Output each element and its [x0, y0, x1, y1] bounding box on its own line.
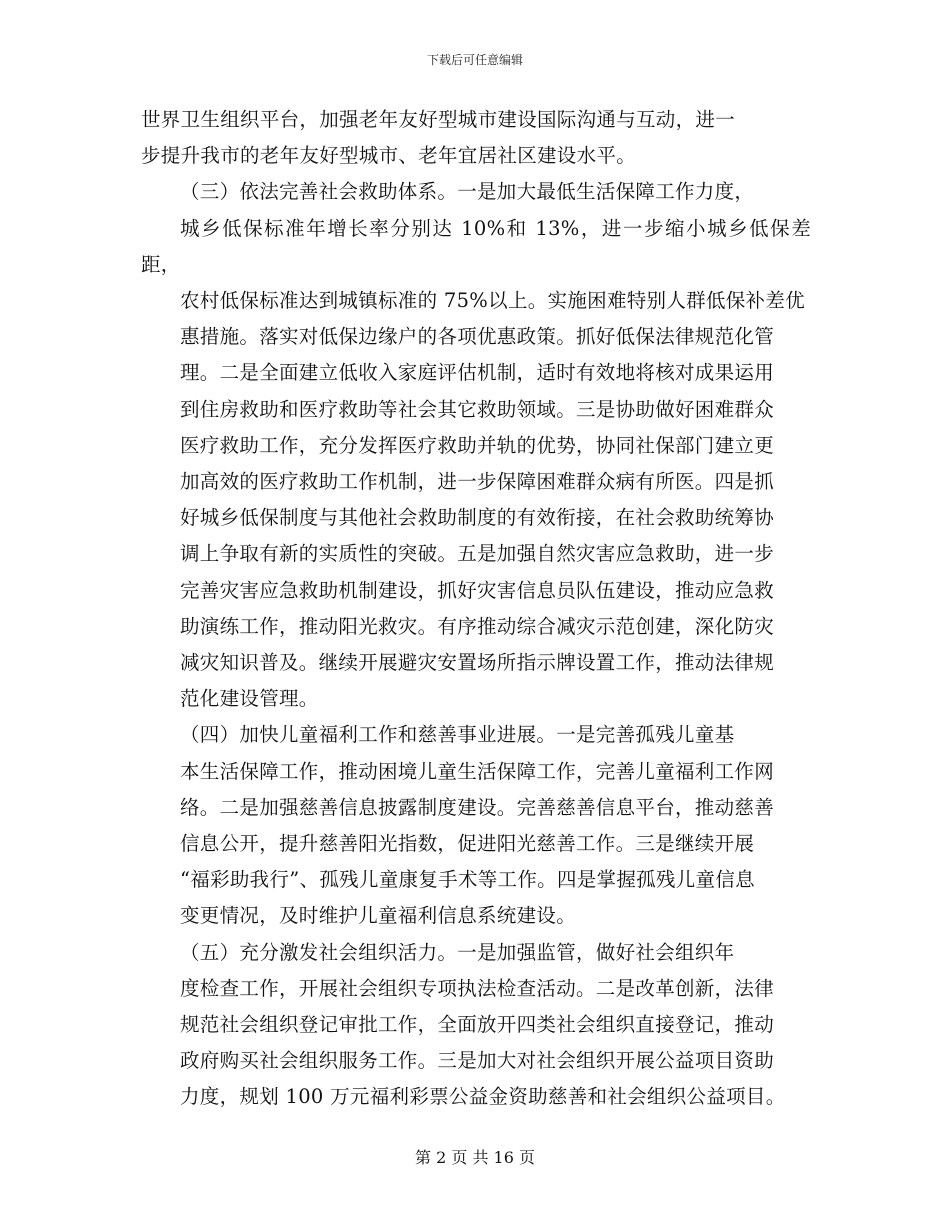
- text-line: 络。二是加强慈善信息披露制度建设。完善慈善信息平台，推动慈善: [180, 795, 775, 819]
- text-line: 世界卫生组织平台，加强老年友好型城市建设国际沟通与互动，进一: [141, 108, 736, 131]
- text-line: 度检查工作，开展社会组织专项执法检查活动。二是改革创新，法律: [180, 976, 775, 1000]
- text-line: （三）依法完善社会救助体系。一是加大最低生活保障工作力度，: [180, 180, 755, 204]
- text-line: 变更情况，及时维护儿童福利信息系统建设。: [180, 904, 577, 928]
- text-line: 步提升我市的老年友好型城市、老年宜居社区建设水平。: [141, 144, 637, 168]
- text-line: 范化建设管理。: [180, 687, 319, 711]
- text-line: 规范社会组织登记审批工作，全面放开四类社会组织直接登记，推动: [180, 1013, 775, 1037]
- text-line: 到住房救助和医疗救助等社会其它救助领域。三是协助做好困难群众: [180, 397, 775, 421]
- text-line: 本生活保障工作，推动困境儿童生活保障工作，完善儿童福利工作网: [180, 759, 775, 783]
- text-line: 信息公开，提升慈善阳光指数，促进阳光慈善工作。三是继续开展: [180, 832, 755, 856]
- text-line: 力度，规划 100 万元福利彩票公益金资助慈善和社会组织公益项目。: [180, 1085, 786, 1109]
- text-line: （五）充分激发社会组织活力。一是加强监管，做好社会组织年: [180, 940, 735, 964]
- page-header: 下载后可任意编辑: [426, 53, 523, 67]
- text-line: 城乡低保标准年增长率分别达 10%和 13%，进一步缩小城乡低保差距，: [141, 216, 811, 276]
- text-line: 理。二是全面建立低收入家庭评估机制，适时有效地将核对成果运用: [180, 361, 775, 385]
- text-line: 惠措施。落实对低保边缘户的各项优惠政策。抓好低保法律规范化管: [180, 325, 775, 349]
- text-line: 完善灾害应急救助机制建设，抓好灾害信息员队伍建设，推动应急救: [180, 578, 775, 602]
- text-line: 调上争取有新的实质性的突破。五是加强自然灾害应急救助，进一步: [180, 542, 775, 566]
- text-line: 减灾知识普及。继续开展避灾安置场所指示牌设置工作，推动法律规: [180, 651, 775, 675]
- page-number-footer: 第 2 页 共 16 页: [415, 1148, 535, 1167]
- paragraph-3-child-welfare: [141, 717, 811, 934]
- text-line: “福彩助我行”、孤残儿童康复手术等工作。四是掌握孤残儿童信息: [180, 868, 755, 892]
- text-line: 好城乡低保制度与其他社会救助制度的有效衔接，在社会救助统筹协: [180, 506, 775, 530]
- text-line: 农村低保标准达到城镇标准的 75%以上。实施困难特别人群低保补差优: [180, 289, 805, 313]
- text-line: 助演练工作，推动阳光救灾。有序推动综合减灾示范创建，深化防灾: [180, 614, 775, 638]
- text-line: （四）加快儿童福利工作和慈善事业进展。一是完善孤残儿童基: [180, 723, 735, 747]
- text-line: 政府购买社会组织服务工作。三是加大对社会组织开展公益项目资助: [180, 1049, 775, 1073]
- paragraph-2-social-assistance: [141, 174, 811, 717]
- text-line: 医疗救助工作，充分发挥医疗救助并轨的优势，协同社保部门建立更: [180, 433, 775, 457]
- paragraph-4-social-organizations: [141, 935, 811, 1116]
- paragraph-1: [141, 102, 811, 174]
- document-body: [141, 102, 811, 1116]
- text-line: 加高效的医疗救助工作机制，进一步保障困难群众病有所医。四是抓: [180, 470, 775, 494]
